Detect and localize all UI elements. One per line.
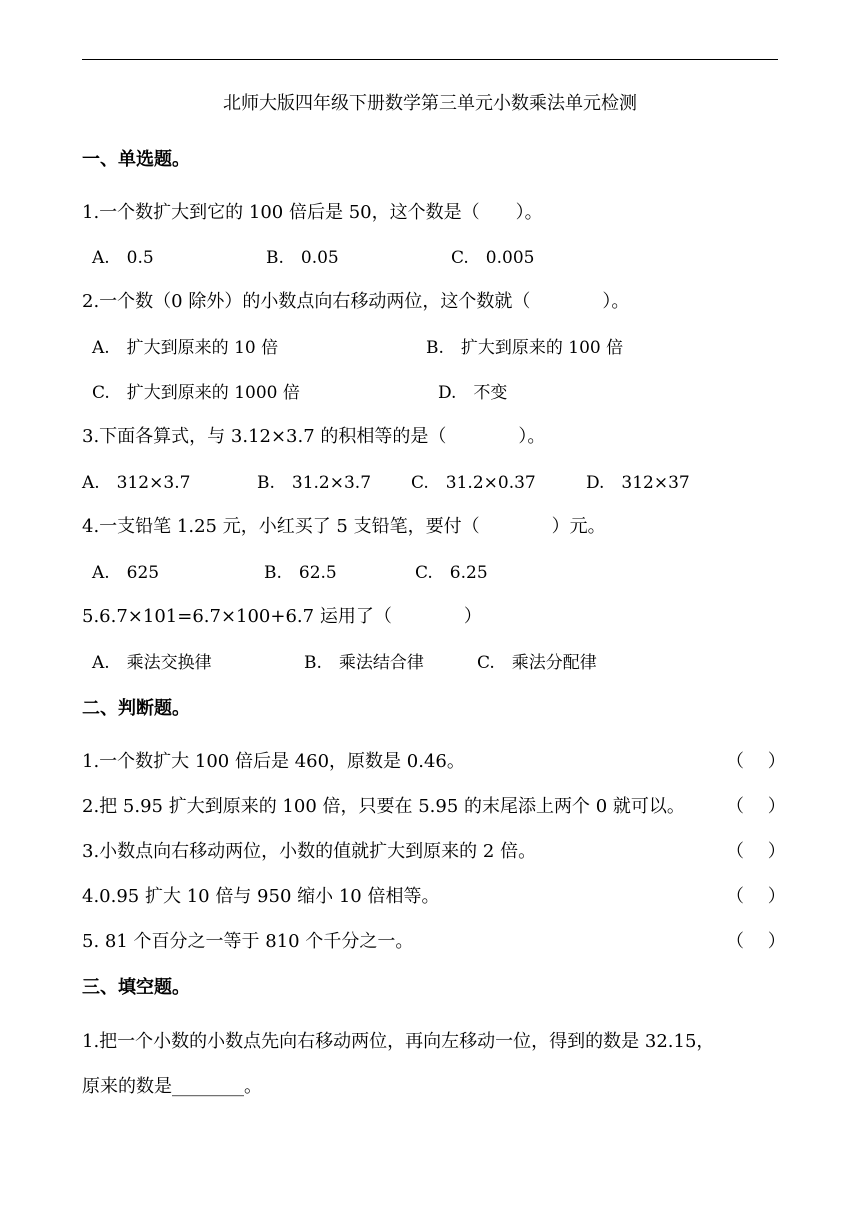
judge-answer-paren-2: （ ）: [726, 796, 786, 817]
judge-item-2: 2.把 5.95 扩大到原来的 100 倍，只要在 5.95 的末尾添上两个 0 就可以。: [82, 796, 685, 817]
question-1-5: 5.6.7×101=6.7×100+6.7 运用了（ ）: [82, 606, 482, 627]
question-1-1: 1.一个数扩大到它的 100 倍后是 50，这个数是（ ）。: [82, 202, 543, 223]
q1-1-option-c: C. 0.005: [451, 248, 535, 268]
section-heading-true-false: 二、判断题。: [82, 698, 190, 719]
judge-item-3: 3.小数点向右移动两位，小数的值就扩大到原来的 2 倍。: [82, 841, 537, 862]
judge-answer-paren-5: （ ）: [726, 931, 786, 952]
q1-4-option-c: C. 6.25: [415, 563, 488, 583]
q1-3-option-c: C. 31.2×0.37: [411, 473, 536, 493]
judge-answer-paren-1: （ ）: [726, 751, 786, 772]
q1-2-option-c: C. 扩大到原来的 1000 倍: [92, 383, 300, 403]
judge-item-1: 1.一个数扩大 100 倍后是 460，原数是 0.46。: [82, 751, 465, 772]
fill-question-1-line1: 1.把一个小数的小数点先向右移动两位，再向左移动一位，得到的数是 32.15，: [82, 1031, 715, 1052]
q1-5-option-c: C. 乘法分配律: [477, 653, 597, 673]
judge-item-5: 5. 81 个百分之一等于 810 个千分之一。: [82, 931, 414, 952]
fill-question-1-line2: 原来的数是________。: [82, 1076, 262, 1097]
q1-3-option-a: A. 312×3.7: [82, 473, 191, 493]
judge-answer-paren-4: （ ）: [726, 886, 786, 907]
header-rule: [82, 59, 778, 60]
q1-5-option-b: B. 乘法结合律: [304, 653, 424, 673]
q1-1-option-a: A. 0.5: [92, 248, 154, 268]
question-1-3: 3.下面各算式，与 3.12×3.7 的积相等的是（ ）。: [82, 426, 546, 447]
q1-5-option-a: A. 乘法交换律: [92, 653, 212, 673]
q1-3-option-d: D. 312×37: [586, 473, 690, 493]
judge-answer-paren-3: （ ）: [726, 841, 786, 862]
q1-2-option-a: A. 扩大到原来的 10 倍: [92, 338, 279, 358]
q1-2-option-d: D. 不变: [438, 383, 508, 403]
question-1-2: 2.一个数（0 除外）的小数点向右移动两位，这个数就（ ）。: [82, 291, 630, 312]
judge-item-4: 4.0.95 扩大 10 倍与 950 缩小 10 倍相等。: [82, 886, 440, 907]
section-heading-single-choice: 一、单选题。: [82, 149, 190, 170]
q1-4-option-b: B. 62.5: [264, 563, 337, 583]
q1-2-option-b: B. 扩大到原来的 100 倍: [426, 338, 624, 358]
question-1-4: 4.一支铅笔 1.25 元，小红买了 5 支铅笔，要付（ ）元。: [82, 516, 606, 537]
page-title: 北师大版四年级下册数学第三单元小数乘法单元检测: [223, 93, 637, 114]
q1-1-option-b: B. 0.05: [266, 248, 339, 268]
q1-3-option-b: B. 31.2×3.7: [257, 473, 372, 493]
q1-4-option-a: A. 625: [92, 563, 160, 583]
section-heading-fill-blank: 三、填空题。: [82, 977, 190, 998]
